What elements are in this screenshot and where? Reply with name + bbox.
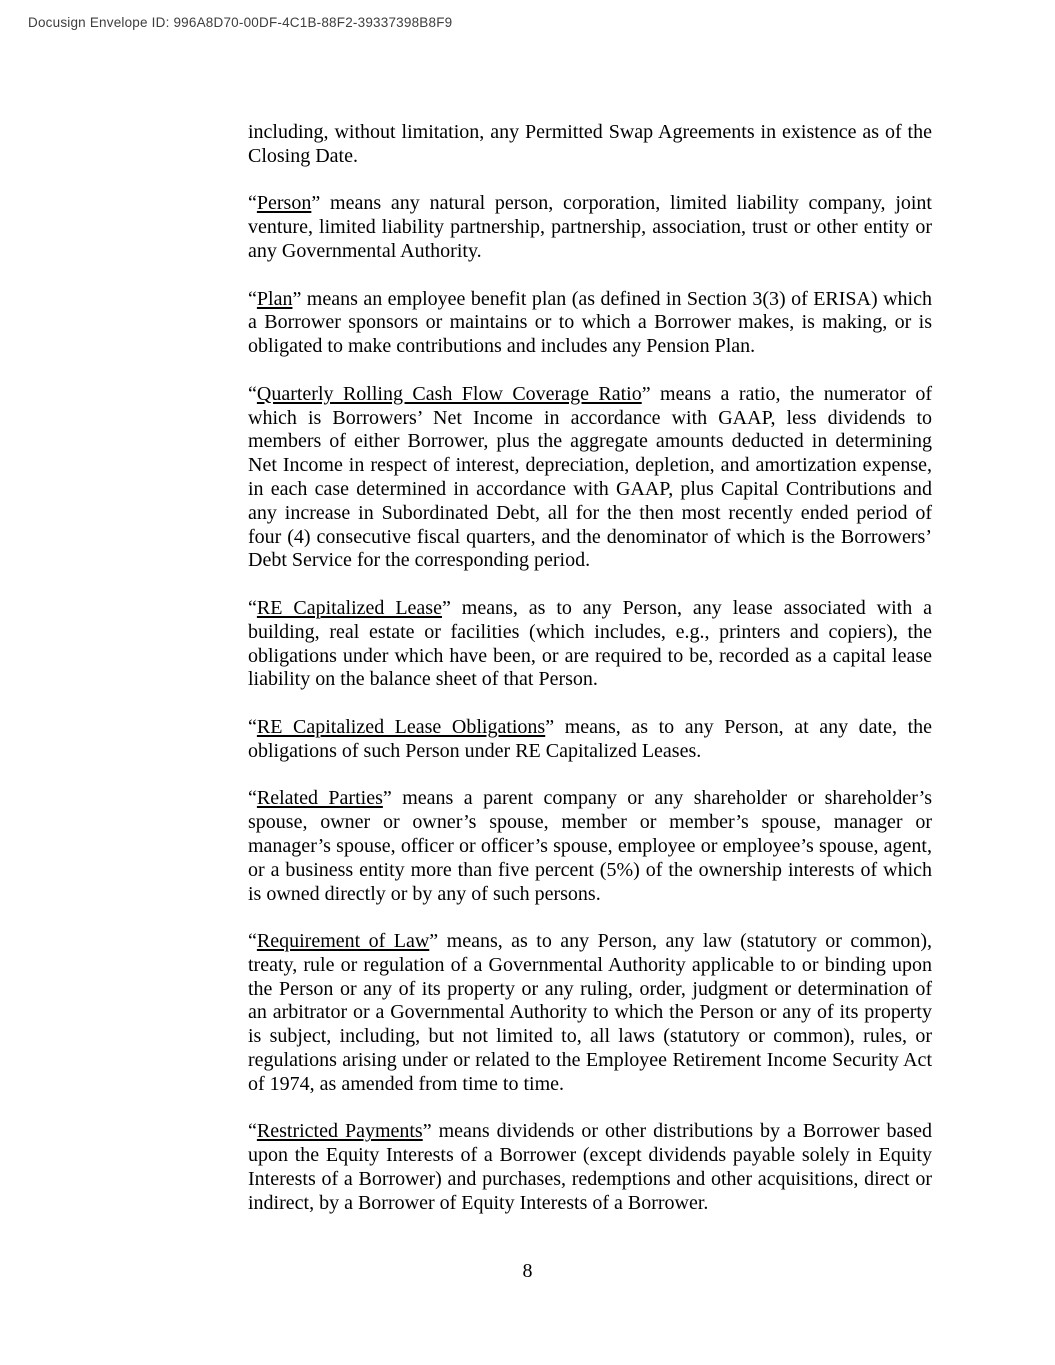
quote-open: “ — [248, 192, 257, 215]
quote-close: ” — [422, 1120, 432, 1143]
paragraph-definition-quarterly-rolling-cash-flow-coverage-ratio — [248, 383, 932, 573]
paragraph-definition-related-parties — [248, 787, 932, 906]
defined-term: RE Capitalized Lease — [256, 596, 442, 619]
paragraph-definition-re-capitalized-lease-obligations — [248, 716, 932, 764]
defined-term: Related Parties — [256, 787, 383, 810]
paragraph-text: means any natural person, corporation, limited liability company, joint venture, limited liability partnership, partnership, association, trust or other entity or any Governmental Authority. — [248, 192, 932, 262]
quote-open: “ — [248, 1120, 257, 1143]
quote-open: “ — [248, 715, 257, 738]
paragraph-text: means a ratio, the numerator of which is Borrowers’ Net Income in accordance with GAAP, less dividends to members of either Borrower, plus the aggregate amounts deducted in determining Net Income in respect of interest, depreciation, depletion, and amortization expense, in each case determined in accordance with GAAP, plus Capital Contributions and any increase in Subordinated Debt, all for the then most recently ended period of four (4) consecutive fiscal quarters, and the denominator of which is the Borrowers’ Debt Service for the corresponding period. — [248, 382, 932, 572]
paragraph-definition-requirement-of-law — [248, 930, 932, 1097]
defined-term: Person — [256, 192, 312, 215]
defined-term: Restricted Payments — [256, 1120, 423, 1143]
paragraph-definition-plan — [248, 288, 932, 359]
paragraph-definition-re-capitalized-lease — [248, 597, 932, 692]
paragraph-text: means a parent company or any shareholder or shareholder’s spouse, owner or owner’s spouse, member or member’s spouse, manager or manager’s spouse, officer or officer’s spouse, employee or employee’s spouse, agent, or a business entity more than five percent (5%) of the ownership interests of which is owned directly or by any of such persons. — [248, 787, 932, 905]
paragraph-text: including, without limitation, any Permitted Swap Agreements in existence as of the Closing Date. — [248, 121, 932, 167]
defined-term: RE Capitalized Lease Obligations — [256, 715, 546, 738]
quote-close: ” — [545, 715, 555, 738]
quote-close: ” — [641, 382, 651, 405]
paragraph-text: means, as to any Person, at any date, the obligations of such Person under RE Capitalized Leases. — [248, 715, 932, 762]
paragraph-text: means, as to any Person, any law (statutory or common), treaty, rule or regulation of a Governmental Authority applicable to or binding upon the Person or any of its property or any ruling, order, judgment or determination of an arbitrator or a Governmental Authority to which the Person or any of its property is subject, including, but not limited to, all laws (statutory or common), rules, or regulations arising under or related to the Employee Retirement Income Security Act of 1974, as amended from time to time. — [248, 930, 932, 1095]
quote-close: ” — [311, 192, 321, 215]
quote-open: “ — [248, 596, 257, 619]
defined-term: Requirement of Law — [256, 930, 430, 953]
paragraph-definition-restricted-payments — [248, 1120, 932, 1215]
quote-open: “ — [248, 787, 257, 810]
document-body — [248, 121, 932, 1239]
defined-term: Plan — [256, 287, 293, 310]
docusign-envelope-id: Docusign Envelope ID: 996A8D70-00DF-4C1B-88F2-39337398B8F9 — [28, 15, 453, 30]
paragraph-text: means an employee benefit plan (as defined in Section 3(3) of ERISA) which a Borrower sponsors or maintains or to which a Borrower makes, is making, or is obligated to make contributions and includes any Pension Plan. — [248, 287, 932, 358]
paragraph-text: means, as to any Person, any lease associated with a building, real estate or facilities (which includes, e.g., printers and copiers), the obligations under which have been, or are required to be, recorded as a capital lease liability on the balance sheet of that Person. — [248, 596, 932, 691]
quote-open: “ — [248, 287, 257, 310]
paragraph-text: means dividends or other distributions by a Borrower based upon the Equity Interests of a Borrower (except dividends payable solely in Equity Interests of a Borrower) and purchases, redemptions and other acquisitions, direct or indirect, by a Borrower of Equity Interests of a Borrower. — [248, 1120, 932, 1214]
quote-close: ” — [429, 930, 439, 953]
quote-open: “ — [248, 382, 257, 405]
defined-term: Quarterly Rolling Cash Flow Coverage Ratio — [256, 382, 642, 405]
paragraph-continuation — [248, 121, 932, 169]
paragraph-definition-person — [248, 192, 932, 263]
quote-close: ” — [441, 596, 451, 619]
quote-close: ” — [292, 287, 302, 310]
quote-open: “ — [248, 930, 257, 953]
quote-close: ” — [382, 787, 392, 810]
page-number: 8 — [522, 1260, 533, 1282]
